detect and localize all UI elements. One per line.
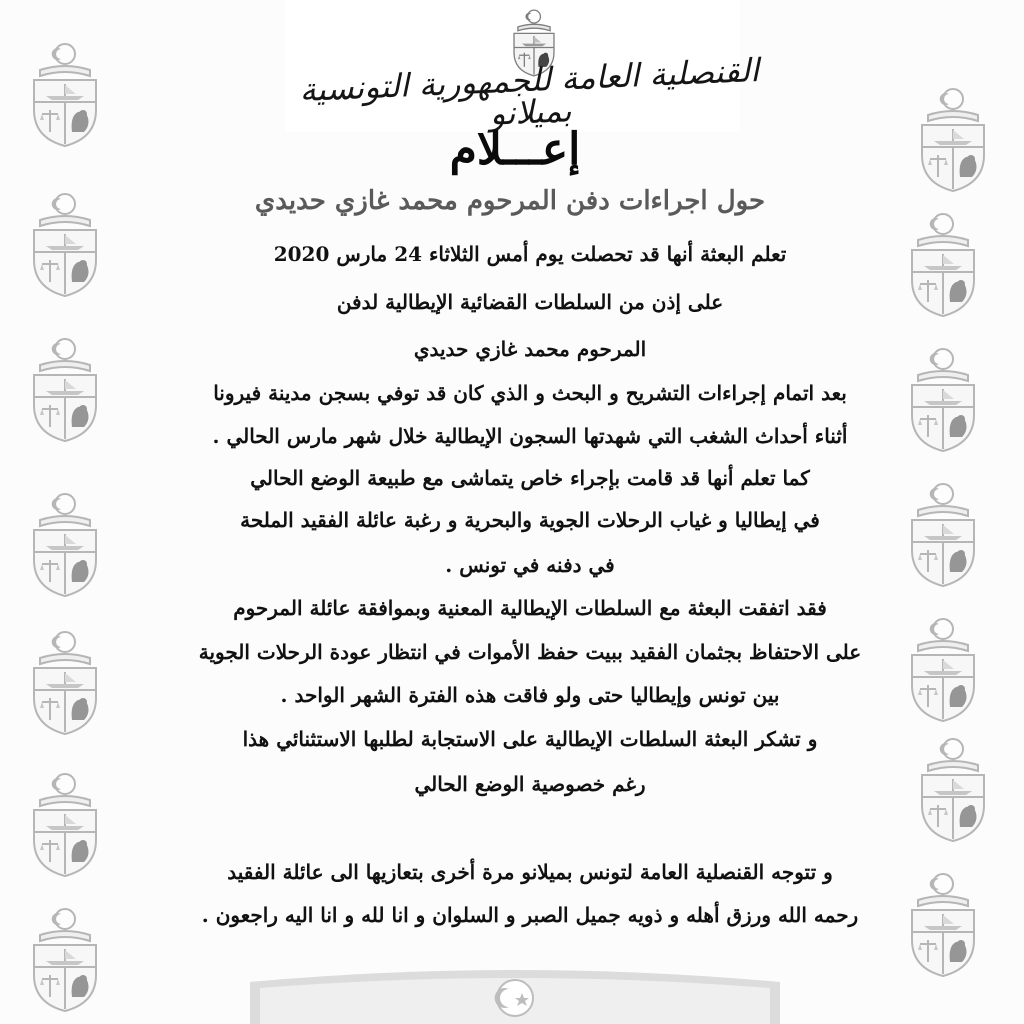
body-line: رغم خصوصية الوضع الحالي bbox=[414, 772, 646, 796]
body-line: بعد اتمام إجراءات التشريح و البحث و الذي كان قد توفي بسجن مدينة فيرونا bbox=[213, 381, 847, 405]
tunisia-coat-of-arms-icon bbox=[20, 335, 110, 445]
tunisia-coat-of-arms-icon bbox=[908, 85, 998, 195]
body-line: تعلم البعثة أنها قد تحصلت يوم أمس الثلاثاء 24 مارس 2020 bbox=[273, 242, 787, 266]
tunisia-coat-of-arms-icon bbox=[898, 615, 988, 725]
tunisia-coat-of-arms-icon bbox=[20, 190, 110, 300]
tunisia-coat-of-arms-icon bbox=[898, 480, 988, 590]
body-line: و تشكر البعثة السلطات الإيطالية على الاستجابة لطلبها الاستثنائي هذا bbox=[242, 727, 818, 751]
tunisia-coat-of-arms-icon bbox=[898, 210, 988, 320]
tunisia-coat-of-arms-icon bbox=[20, 628, 110, 738]
left-emblem-column bbox=[20, 0, 150, 1024]
body-line: بين تونس وإيطاليا حتى ولو فاقت هذه الفترة الشهر الواحد . bbox=[280, 683, 780, 707]
body-line: أثناء أحداث الشغب التي شهدتها السجون الإيطالية خلال شهر مارس الحالي . bbox=[212, 424, 848, 448]
body-line: في إيطاليا و غياب الرحلات الجوية والبحرية و رغبة عائلة الفقيد الملحة bbox=[240, 508, 820, 532]
body-line: كما تعلم أنها قد قامت بإجراء خاص يتماشى مع طبيعة الوضع الحالي bbox=[250, 466, 810, 490]
flag-ribbon-icon bbox=[250, 962, 780, 1024]
body-line: على إذن من السلطات القضائية الإيطالية لدفن bbox=[336, 290, 724, 314]
tunisia-coat-of-arms-icon bbox=[20, 490, 110, 600]
body-line: فقد اتفقت البعثة مع السلطات الإيطالية المعنية وبموافقة عائلة المرحوم bbox=[233, 596, 827, 620]
body-line: المرحوم محمد غازي حديدي bbox=[413, 337, 647, 361]
tunisia-coat-of-arms-icon bbox=[20, 905, 110, 1015]
announcement-title: إعـــلام bbox=[449, 124, 581, 175]
body-line: و تتوجه القنصلية العامة لتونس بميلانو مرة أخرى بتعازيها الى عائلة الفقيد bbox=[227, 860, 833, 884]
body-line: في دفنه في تونس . bbox=[445, 553, 615, 577]
tunisia-coat-of-arms-icon bbox=[20, 40, 110, 150]
announcement-subject: حول اجراءات دفن المرحوم محمد غازي حديدي bbox=[254, 186, 766, 216]
body-line: رحمه الله ورزق أهله و ذويه جميل الصبر و السلوان و انا لله و انا اليه راجعون . bbox=[201, 903, 859, 927]
tunisia-coat-of-arms-icon bbox=[20, 770, 110, 880]
tunisia-coat-of-arms-icon bbox=[898, 345, 988, 455]
tunisia-coat-of-arms-icon bbox=[898, 870, 988, 980]
body-line: على الاحتفاظ بجثمان الفقيد ببيت حفظ الأموات في انتظار عودة الرحلات الجوية bbox=[198, 640, 862, 664]
tunisia-coat-of-arms-icon bbox=[908, 735, 998, 845]
consulate-name: القنصلية العامة للجمهورية التونسية بميلانو bbox=[298, 51, 760, 133]
